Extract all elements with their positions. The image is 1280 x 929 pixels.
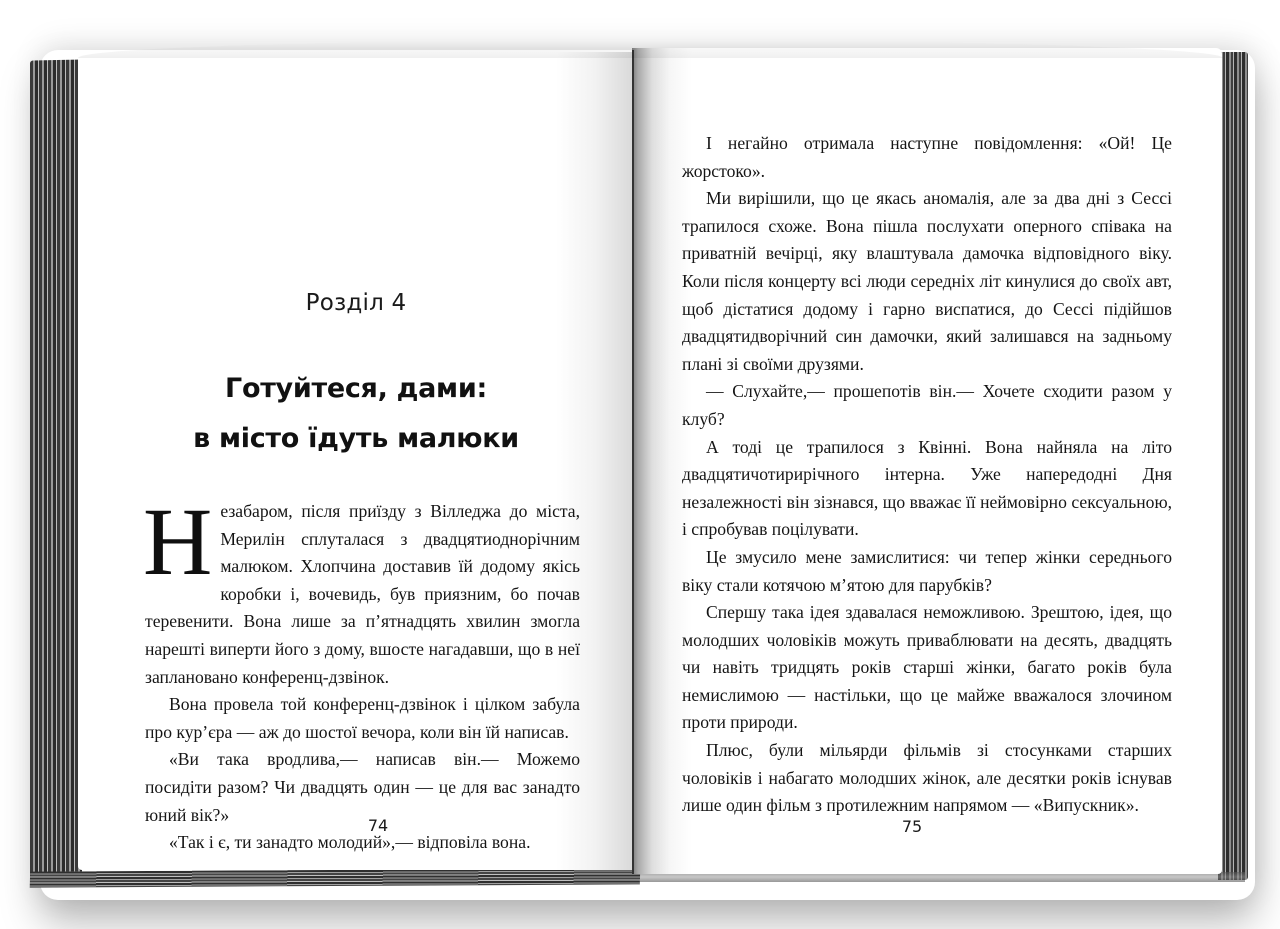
paragraph: «Так і є, ти занадто молодий»,— відповіла вона. [169,832,531,853]
left-page-body [143,488,580,857]
left-page [78,52,634,870]
paragraph: І негайно отримала наступне повідомлення: «Ой! Це жорстоко». [682,133,1172,181]
paragraph: А тоді це трапилося з Квінні. Вона найняла на літо двадцятичотирирічного інтерна. Уже напередодні Дня незалежності він зізнався, що вважає її неймовірно сексуальною, і спробував поцілувати. [682,436,1172,540]
page-number-right: 75 [901,817,923,836]
chapter-label: Розділ 4 [305,290,407,316]
paragraph: Ми вирішили, що це якась аномалія, але за два дні з Сессі трапилося схоже. Вона пішла послухати оперного співака на приватній вечірці, яку влаштувала дамочка відповідного віку. Коли після концерту всі люди середніх літ кинулися до своїх авт, щоб дістатися додому і гарно виспатися, до Сессі підійшов двадцятидворічний син дамочки, який залишався на задньому плані зі своїми друзями. [682,188,1172,374]
right-page [632,48,1222,874]
paragraph [143,488,580,691]
left-page-stack-bottom-edge [30,868,641,887]
drop-cap: Н [143,488,213,595]
right-page-stack-edge [1218,52,1248,880]
paragraph-text: езабаром, після приїзду з Вілледжа до міста, Мерилін сплуталася з двадцятиоднорічним малюком. Хлопчина доставив їй додому якісь коробки і, вочевидь, був приязним, бо почав теревенити. Вона лише за п’ятнадцять хвилин змогла нарешті виперти його з дому, вшосте нагадавши, що в неї заплановано конференц-дзвінок. [145,501,580,687]
page-number-left: 74 [367,816,389,835]
chapter-title-line-2: в місто їдуть малюки [193,423,519,454]
chapter-title-line-1: Готуйтеся, дами: [225,373,487,404]
right-page-body [682,130,1172,820]
paragraph: Спершу така ідея здавалася неможливою. Зрештою, ідея, що молодших чоловіків можуть приваблювати на десять, двадцять чи навіть тридцять років старші жінки, багато років була немислимою — настільки, що це майже вважалося злочином проти природи. [682,602,1172,733]
paragraph: Вона провела той конференц-дзвінок і цілком забула про кур’єра — аж до шостої вечора, коли він їй написав. [145,694,580,742]
book-gutter [632,50,634,874]
paragraph: Це змусило мене замислитися: чи тепер жінки середнього віку стали котячою м’ятою для парубків? [682,546,1172,595]
chapter-title [78,364,634,464]
paragraph: — Слухайте,— прошепотів він.— Хочете сходити разом у клуб? [682,381,1172,429]
left-page-stack-edge [30,59,82,885]
paragraph: Плюс, були мільярди фільмів зі стосунками старших чоловіків і набагато молодших жінок, але десятки років існував лише один фільм з протилежним напрямом — «Випускник». [682,740,1172,816]
paragraph: «Ви така вродлива,— написав він.— Можемо посидіти разом? Чи двадцять один — це для вас занадто юний вік?» [145,749,580,825]
